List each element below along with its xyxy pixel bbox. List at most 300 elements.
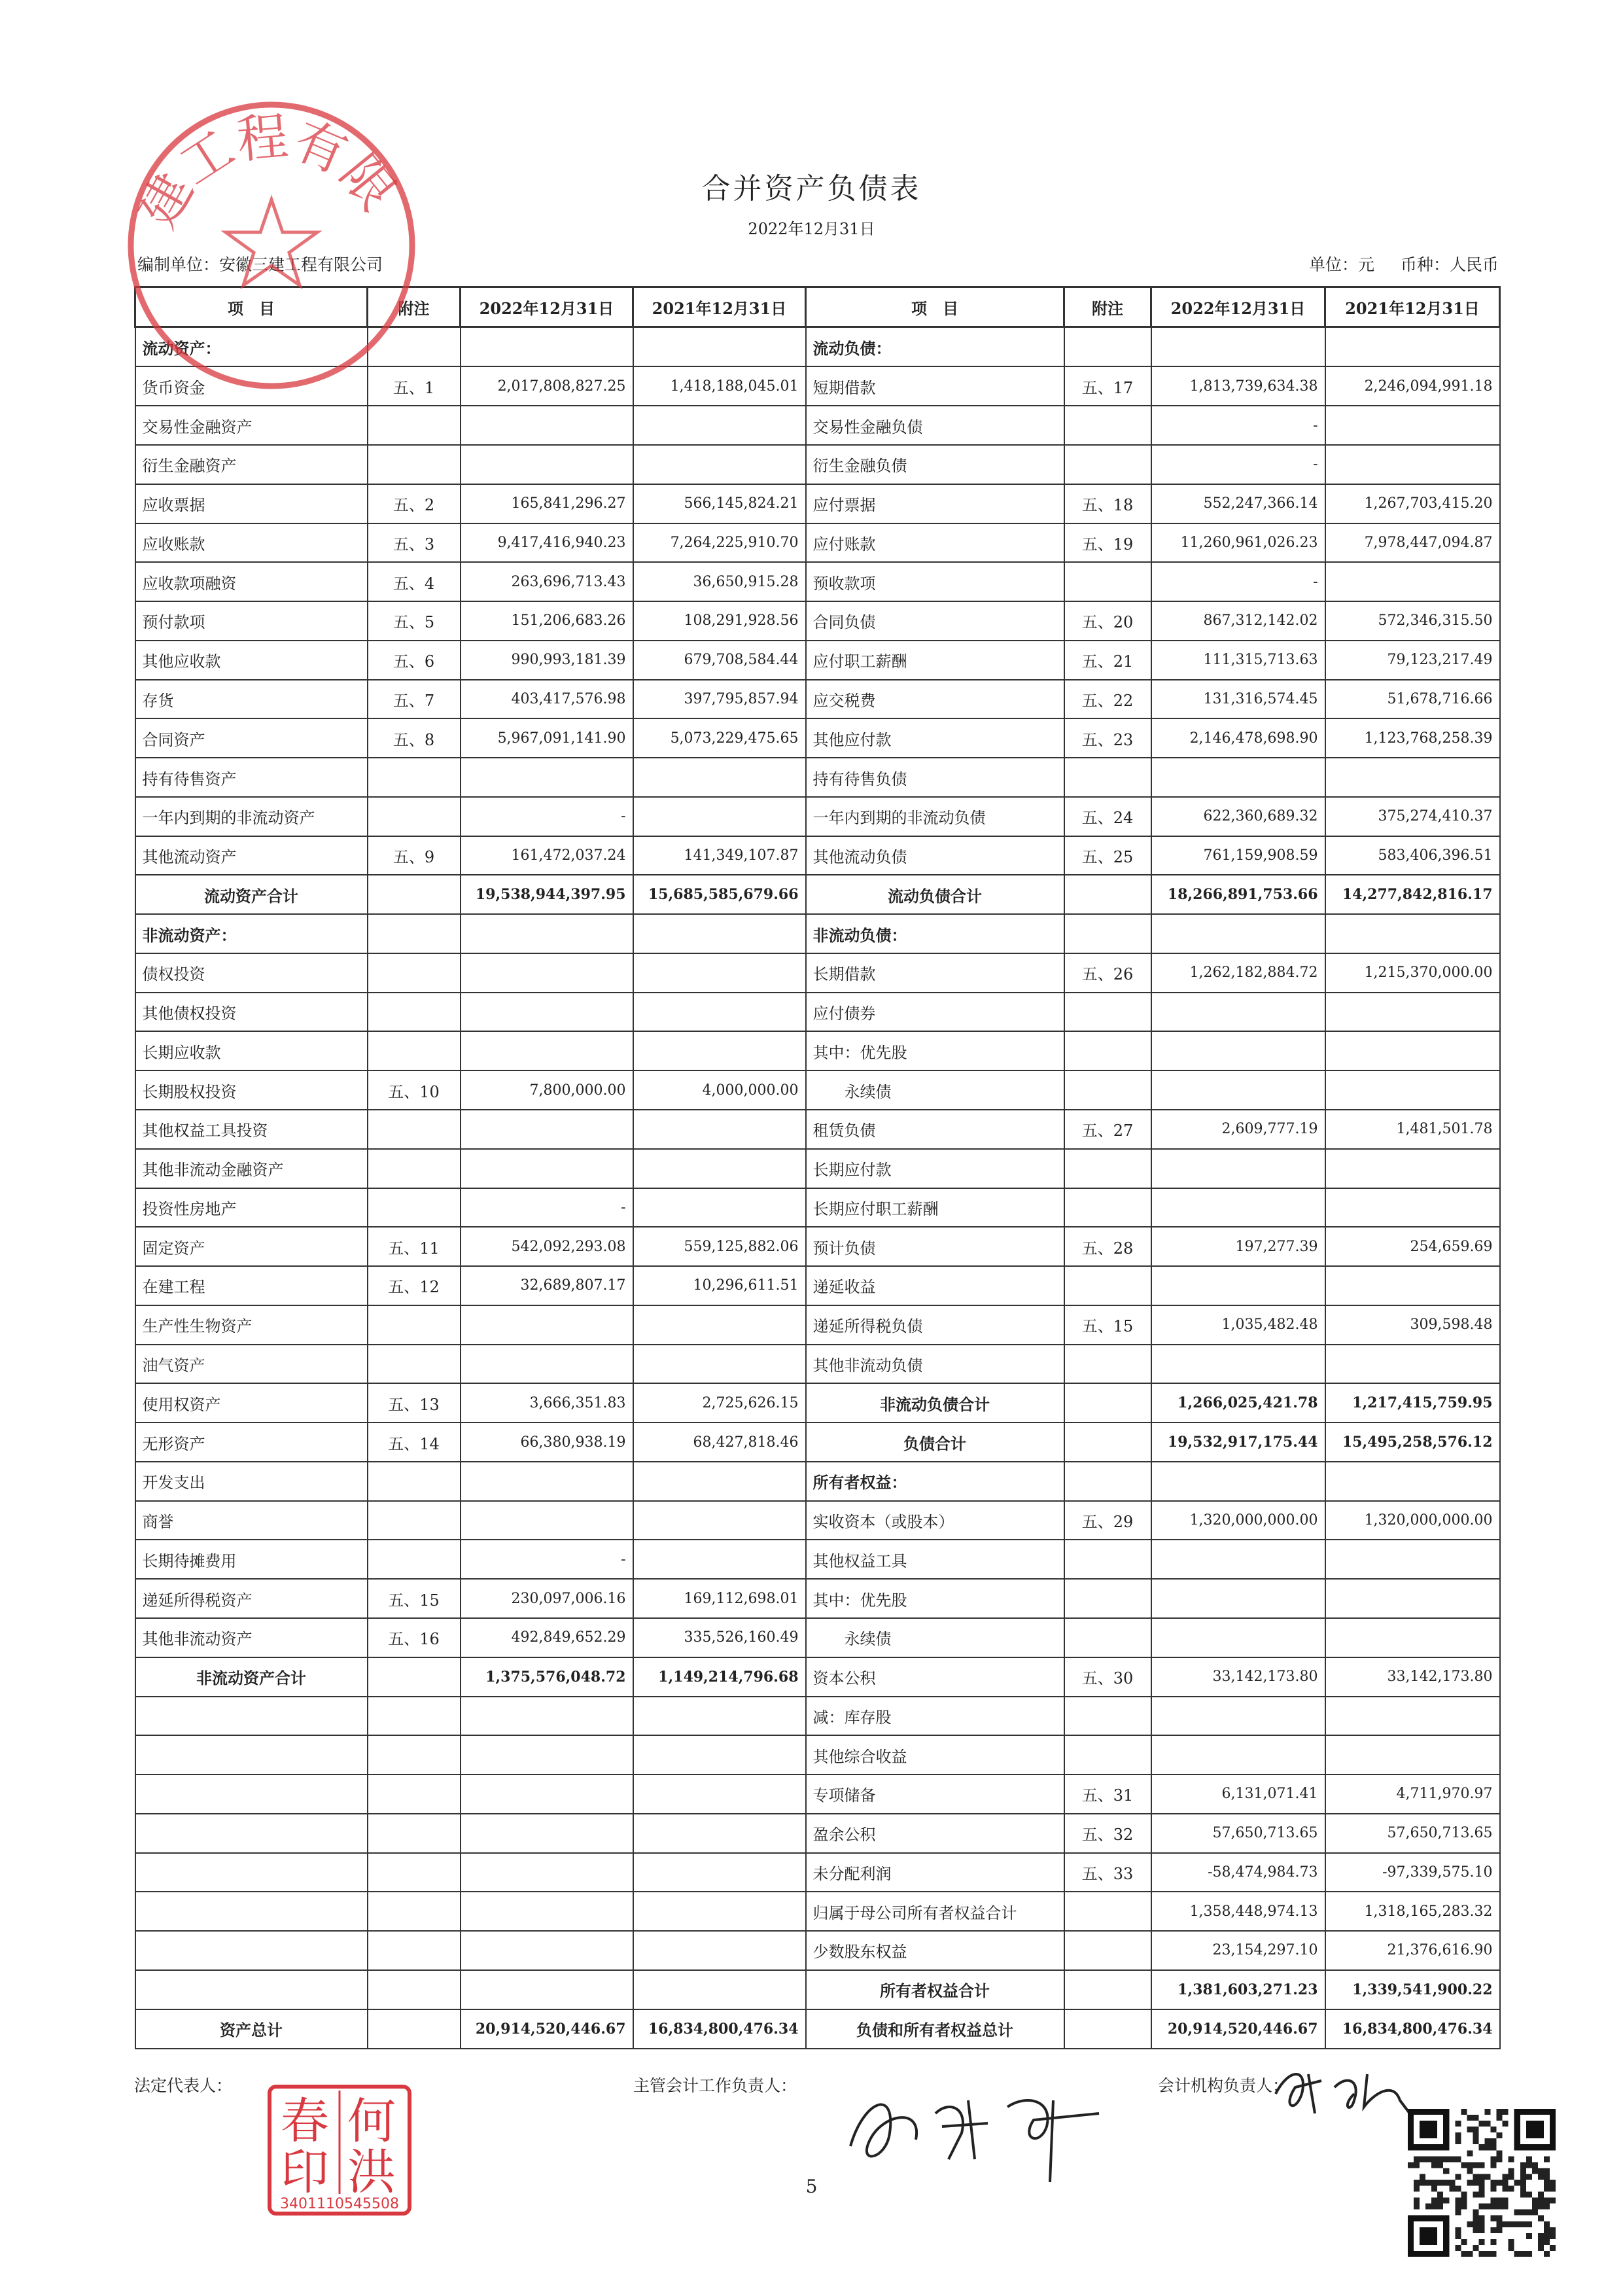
value-2022-right [1151,993,1325,1032]
table-row [135,875,1500,914]
item-name [135,1931,368,1970]
item-name-right: 一年内到期的非流动负债 [806,797,1064,836]
value-2021-right: 254,659.69 [1325,1227,1500,1266]
value-2021: 10,296,611.51 [633,1266,806,1305]
header-2021: 2021年12月31日 [633,287,806,327]
item-name-right: 持有待售负债 [806,758,1064,797]
value-2022: 263,696,713.43 [461,562,633,601]
item-name-right: 交易性金融负债 [806,406,1064,445]
item-name: 存货 [135,680,368,719]
header-2022: 2022年12月31日 [461,287,633,327]
table-row [135,1931,1500,1970]
value-2021-right: 57,650,713.65 [1325,1814,1500,1853]
item-name-right: 未分配利润 [806,1853,1064,1892]
item-name: 油气资产 [135,1345,368,1384]
value-2022: 3,666,351.83 [461,1383,633,1422]
item-name: 无形资产 [135,1422,368,1462]
table-row [135,1697,1500,1736]
note-ref-right [1064,875,1151,914]
note-ref [368,797,461,836]
value-2022: 492,849,652.29 [461,1618,633,1657]
note-ref-right: 五、30 [1064,1657,1151,1697]
item-name-right: 非流动负债合计 [806,1383,1064,1422]
note-ref-right: 五、25 [1064,836,1151,875]
value-2021-right [1325,758,1500,797]
value-2021: 36,650,915.28 [633,562,806,601]
value-2022 [461,758,633,797]
item-name-right: 衍生金融负债 [806,445,1064,484]
value-2021-right: 1,320,000,000.00 [1325,1501,1500,1540]
item-name: 其他应收款 [135,641,368,680]
value-2021-right: 14,277,842,816.17 [1325,875,1500,914]
note-ref: 五、15 [368,1579,461,1618]
value-2021: 16,834,800,476.34 [633,2009,806,2049]
value-2022-right: 552,247,366.14 [1151,484,1325,523]
note-ref-right [1064,993,1151,1032]
item-name: 固定资产 [135,1227,368,1266]
value-2022 [461,1110,633,1149]
item-name: 商誉 [135,1501,368,1540]
value-2021-right [1325,1579,1500,1618]
item-name-right: 合同负债 [806,601,1064,641]
item-name-right: 流动负债合计 [806,875,1064,914]
legal-representative-label: 法定代表人： [134,2076,233,2095]
table-row [135,406,1500,445]
note-ref-right: 五、22 [1064,680,1151,719]
table-row [135,1462,1500,1501]
table-row [135,2009,1500,2049]
item-name-right: 所有者权益： [806,1462,1064,1501]
item-name-right: 资本公积 [806,1657,1064,1697]
value-2022: 165,841,296.27 [461,484,633,523]
item-name-right: 其他非流动负债 [806,1345,1064,1384]
note-ref-right: 五、27 [1064,1110,1151,1149]
item-name: 一年内到期的非流动资产 [135,797,368,836]
table-row [135,797,1500,836]
value-2021 [633,1501,806,1540]
note-ref [368,758,461,797]
item-name [135,1970,368,2009]
value-2022-right [1151,1031,1325,1070]
item-name-right: 长期借款 [806,953,1064,993]
item-name: 货币资金 [135,366,368,406]
item-name [135,1814,368,1853]
value-2021-right [1325,1070,1500,1110]
value-2021 [633,993,806,1032]
value-2022-right: - [1151,562,1325,601]
value-2021: 4,000,000.00 [633,1070,806,1110]
item-name-right: 其他综合收益 [806,1735,1064,1775]
value-2022: 32,689,807.17 [461,1266,633,1305]
table-row [135,1657,1500,1697]
value-2022: - [461,1188,633,1227]
value-2022-right [1151,758,1325,797]
report-title: 合并资产负债表 [701,172,922,205]
value-2022 [461,1305,633,1345]
accounting-dept-head-signature [1269,2055,1420,2127]
note-ref: 五、10 [368,1070,461,1110]
note-ref [368,406,461,445]
note-ref-right [1064,1697,1151,1736]
note-ref [368,1775,461,1814]
note-ref-right [1064,327,1151,367]
header-2021-right: 2021年12月31日 [1325,287,1500,327]
value-2021: 7,264,225,910.70 [633,523,806,563]
item-name: 其他非流动资产 [135,1618,368,1657]
value-2022: 403,417,576.98 [461,680,633,719]
table-row [135,1775,1500,1814]
value-2021-right [1325,445,1500,484]
note-ref-right [1064,2009,1151,2049]
table-row [135,1149,1500,1188]
note-ref-right: 五、33 [1064,1853,1151,1892]
note-ref-right: 五、26 [1064,953,1151,993]
stamp-code: 3401110545508 [280,2196,399,2212]
value-2022: 2,017,808,827.25 [461,366,633,406]
item-name-right: 归属于母公司所有者权益合计 [806,1892,1064,1931]
note-ref-right: 五、29 [1064,1501,1151,1540]
header-item-right: 项 目 [806,287,1064,327]
item-name: 合同资产 [135,718,368,758]
value-2022-right: 1,381,603,271.23 [1151,1970,1325,2009]
value-2022-right: 111,315,713.63 [1151,641,1325,680]
note-ref [368,953,461,993]
value-2021 [633,445,806,484]
note-ref [368,1149,461,1188]
value-2021-right: 1,217,415,759.95 [1325,1383,1500,1422]
item-name-right: 应付账款 [806,523,1064,563]
note-ref-right [1064,914,1151,953]
value-2021-right [1325,1149,1500,1188]
table-row [135,1422,1500,1462]
item-name: 其他流动资产 [135,836,368,875]
value-2021-right: 1,123,768,258.39 [1325,718,1500,758]
note-ref [368,1657,461,1697]
note-ref [368,1345,461,1384]
value-2022: - [461,1540,633,1579]
value-2021-right [1325,562,1500,601]
note-ref-right [1064,445,1151,484]
table-row [135,1305,1500,1345]
value-2021: 68,427,818.46 [633,1422,806,1462]
value-2022: 151,206,683.26 [461,601,633,641]
value-2022-right [1151,327,1325,367]
value-2022-right: 23,154,297.10 [1151,1931,1325,1970]
note-ref [368,1814,461,1853]
table-row [135,1070,1500,1110]
value-2022-right: 1,262,182,884.72 [1151,953,1325,993]
note-ref-right [1064,1422,1151,1462]
item-name-right: 负债和所有者权益总计 [806,2009,1064,2049]
note-ref: 五、11 [368,1227,461,1266]
table-row [135,1814,1500,1853]
value-2021: 15,685,585,679.66 [633,875,806,914]
note-ref-right [1064,406,1151,445]
table-row [135,1618,1500,1657]
value-2021 [633,1110,806,1149]
note-ref [368,1735,461,1775]
note-ref [368,1110,461,1149]
value-2021-right [1325,1540,1500,1579]
item-name: 其他非流动金融资产 [135,1149,368,1188]
item-name: 非流动资产： [135,914,368,953]
item-name: 递延所得税资产 [135,1579,368,1618]
value-2022: 542,092,293.08 [461,1227,633,1266]
value-2022-right: 1,358,448,974.13 [1151,1892,1325,1931]
item-name-right: 长期应付职工薪酬 [806,1188,1064,1227]
note-ref: 五、7 [368,680,461,719]
value-2021-right [1325,1618,1500,1657]
note-ref-right [1064,1266,1151,1305]
value-2021-right: 21,376,616.90 [1325,1931,1500,1970]
table-row [135,562,1500,601]
value-2021-right: 4,711,970.97 [1325,1775,1500,1814]
table-row [135,680,1500,719]
value-2022-right [1151,1579,1325,1618]
value-2022-right: 1,266,025,421.78 [1151,1383,1325,1422]
note-ref-right: 五、24 [1064,797,1151,836]
note-ref-right [1064,1188,1151,1227]
item-name: 应收账款 [135,523,368,563]
currency-label: 币种：人民币 [1400,255,1499,274]
item-name: 在建工程 [135,1266,368,1305]
compiling-unit: 编制单位：安徽三建工程有限公司 [137,255,383,274]
note-ref [368,1188,461,1227]
note-ref-right: 五、21 [1064,641,1151,680]
table-row [135,953,1500,993]
qr-code [1408,2109,1556,2257]
item-name-right: 应交税费 [806,680,1064,719]
value-2022 [461,914,633,953]
value-2022-right: 33,142,173.80 [1151,1657,1325,1697]
note-ref [368,1540,461,1579]
note-ref [368,1462,461,1501]
table-row [135,523,1500,563]
value-2022: 7,800,000.00 [461,1070,633,1110]
value-2022-right: 1,035,482.48 [1151,1305,1325,1345]
value-2021: 108,291,928.56 [633,601,806,641]
value-2022 [461,1814,633,1853]
value-2022-right: - [1151,406,1325,445]
item-name-right: 少数股东权益 [806,1931,1064,1970]
value-2022: 161,472,037.24 [461,836,633,875]
note-ref: 五、3 [368,523,461,563]
item-name: 应收款项融资 [135,562,368,601]
item-name: 流动资产合计 [135,875,368,914]
note-ref-right: 五、32 [1064,1814,1151,1853]
note-ref: 五、14 [368,1422,461,1462]
note-ref [368,1031,461,1070]
item-name-right: 递延所得税负债 [806,1305,1064,1345]
value-2021 [633,953,806,993]
item-name: 长期待摊费用 [135,1540,368,1579]
stamp-char-1: 何 [347,2093,396,2149]
item-name-right: 长期应付款 [806,1149,1064,1188]
value-2021-right: 7,978,447,094.87 [1325,523,1500,563]
seal-text: 建工程有限 [128,107,407,238]
item-name: 其他权益工具投资 [135,1110,368,1149]
value-2022 [461,953,633,993]
value-2021-right: 33,142,173.80 [1325,1657,1500,1697]
value-2022-right: 2,609,777.19 [1151,1110,1325,1149]
value-2021-right: 1,267,703,415.20 [1325,484,1500,523]
table-row [135,1970,1500,2009]
value-2021: 679,708,584.44 [633,641,806,680]
item-name: 债权投资 [135,953,368,993]
value-2022-right [1151,1735,1325,1775]
item-name [135,1892,368,1931]
item-name: 交易性金融资产 [135,406,368,445]
value-2022-right [1151,1266,1325,1305]
value-2022-right: 19,532,917,175.44 [1151,1422,1325,1462]
item-name-right: 应付债券 [806,993,1064,1032]
table-row [135,836,1500,875]
table-row [135,1345,1500,1384]
note-ref-right: 五、19 [1064,523,1151,563]
table-row [135,758,1500,797]
item-name-right: 递延收益 [806,1266,1064,1305]
note-ref [368,1501,461,1540]
item-name-right: 所有者权益合计 [806,1970,1064,2009]
value-2022-right: 20,914,520,446.67 [1151,2009,1325,2049]
item-name-right: 短期借款 [806,366,1064,406]
value-2021 [633,1853,806,1892]
note-ref-right [1064,1383,1151,1422]
table-row [135,718,1500,758]
item-name-right: 负债合计 [806,1422,1064,1462]
accounting-head-label: 主管会计工作负责人： [633,2076,797,2095]
value-2021-right: 16,834,800,476.34 [1325,2009,1500,2049]
value-2021: 141,349,107.87 [633,836,806,875]
value-2022: 66,380,938.19 [461,1422,633,1462]
value-2021-right: 2,246,094,991.18 [1325,366,1500,406]
item-name-right: 应付票据 [806,484,1064,523]
value-2021: 335,526,160.49 [633,1618,806,1657]
value-2022: 990,993,181.39 [461,641,633,680]
svg-text:建工程有限 [129,107,407,238]
note-ref-right: 五、15 [1064,1305,1151,1345]
value-2021 [633,327,806,367]
note-ref: 五、8 [368,718,461,758]
value-2022-right: 867,312,142.02 [1151,601,1325,641]
value-2021 [633,1149,806,1188]
value-2022-right: 197,277.39 [1151,1227,1325,1266]
item-name-right: 非流动负债： [806,914,1064,953]
item-name: 生产性生物资产 [135,1305,368,1345]
value-2021 [633,1188,806,1227]
company-seal [118,92,425,399]
value-2021: 1,149,214,796.68 [633,1657,806,1697]
value-2021-right: 15,495,258,576.12 [1325,1422,1500,1462]
value-2022 [461,1931,633,1970]
value-2022-right: 18,266,891,753.66 [1151,875,1325,914]
table-row [135,1188,1500,1227]
item-name: 投资性房地产 [135,1188,368,1227]
value-2021 [633,1775,806,1814]
value-2021-right: -97,339,575.10 [1325,1853,1500,1892]
note-ref: 五、5 [368,601,461,641]
value-2021-right [1325,993,1500,1032]
item-name-right: 其他权益工具 [806,1540,1064,1579]
value-2021-right: 1,481,501.78 [1325,1110,1500,1149]
value-2021-right [1325,1031,1500,1070]
table-row [135,1227,1500,1266]
value-2021 [633,1970,806,2009]
value-2022-right [1151,1149,1325,1188]
value-2022 [461,1501,633,1540]
table-row [135,1266,1500,1305]
note-ref-right [1064,1540,1151,1579]
table-row [135,445,1500,484]
value-2022-right [1151,1462,1325,1501]
table-row [135,1110,1500,1149]
value-2021-right: 583,406,396.51 [1325,836,1500,875]
value-2021: 559,125,882.06 [633,1227,806,1266]
value-2022-right: 622,360,689.32 [1151,797,1325,836]
note-ref-right [1064,1970,1151,2009]
value-2022 [461,327,633,367]
note-ref-right [1064,562,1151,601]
note-ref-right [1064,1345,1151,1384]
note-ref-right: 五、18 [1064,484,1151,523]
value-2021-right: 51,678,716.66 [1325,680,1500,719]
header-note: 附注 [368,287,461,327]
item-name-right: 预收款项 [806,562,1064,601]
item-name-right: 实收资本（或股本） [806,1501,1064,1540]
item-name: 应收票据 [135,484,368,523]
value-2021-right: 572,346,315.50 [1325,601,1500,641]
value-2022 [461,406,633,445]
value-2021: 2,725,626.15 [633,1383,806,1422]
value-2021: 566,145,824.21 [633,484,806,523]
note-ref [368,993,461,1032]
value-2022 [461,1970,633,2009]
value-2021 [633,914,806,953]
note-ref-right [1064,758,1151,797]
value-2021-right: 79,123,217.49 [1325,641,1500,680]
item-name-right: 租赁负债 [806,1110,1064,1149]
value-2021-right [1325,1266,1500,1305]
item-name: 预付款项 [135,601,368,641]
value-2021 [633,1814,806,1853]
value-2022-right: 1,813,739,634.38 [1151,366,1325,406]
value-2021 [633,1931,806,1970]
item-name-right: 其中：优先股 [806,1031,1064,1070]
value-2021-right [1325,1735,1500,1775]
value-2021-right [1325,1697,1500,1736]
value-2021 [633,758,806,797]
value-2022: 9,417,416,940.23 [461,523,633,563]
note-ref-right [1064,1892,1151,1931]
note-ref-right [1064,1579,1151,1618]
item-name: 衍生金融资产 [135,445,368,484]
table-row [135,1579,1500,1618]
note-ref [368,1305,461,1345]
value-2022 [461,1853,633,1892]
item-name [135,1775,368,1814]
table-row [135,601,1500,641]
note-ref: 五、1 [368,366,461,406]
note-ref-right [1064,1070,1151,1110]
value-2022-right: 57,650,713.65 [1151,1814,1325,1853]
header-item: 项 目 [135,287,368,327]
report-date: 2022年12月31日 [748,220,875,238]
value-2022 [461,1697,633,1736]
value-2022-right [1151,1618,1325,1657]
item-name: 使用权资产 [135,1383,368,1422]
value-2021-right [1325,1188,1500,1227]
value-2022 [461,1892,633,1931]
